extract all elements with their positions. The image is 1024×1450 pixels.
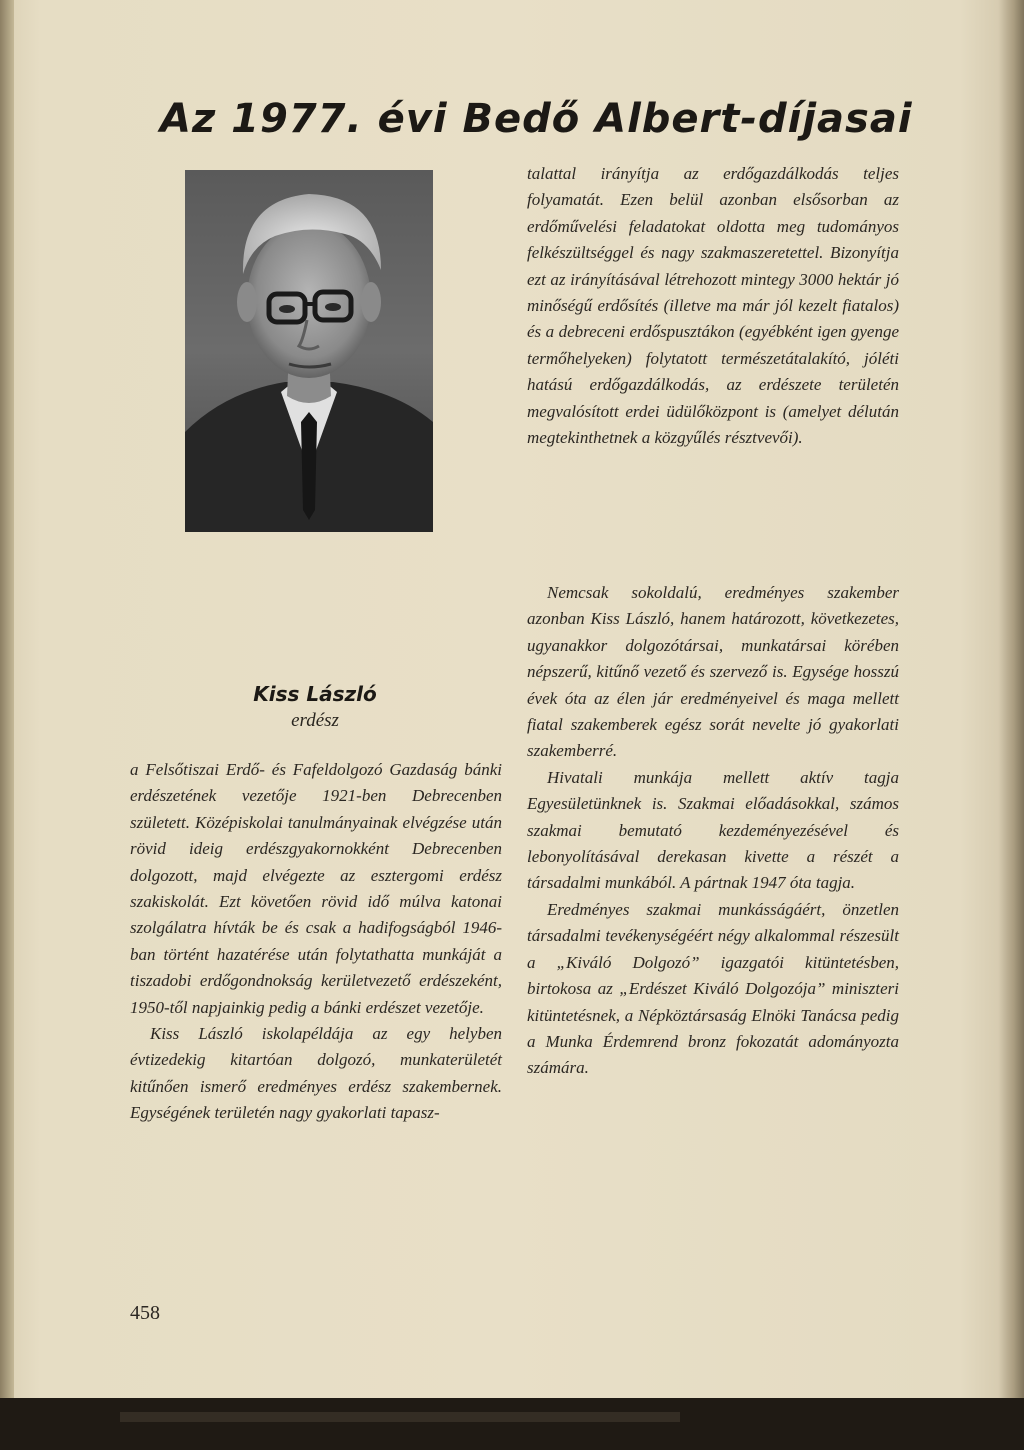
paragraph: Eredményes szakmai munkásságáért, önzetlen társadalmi tevékenységéért négy alkalommal részesült a „Kiváló Dolgozó” igazgatói kitüntetésben, birtokosa az „Erdészet Kiváló Dolgozója” miniszteri kitüntetésnek, a Népköztársaság Elnöki Tanácsa pedig a Munka Érdemrend bronz fokozatát adományozta számára. bbox=[527, 899, 899, 1078]
caption-name: Kiss László bbox=[253, 682, 377, 706]
paragraph: talattal irányítja az erdőgazdálkodás teljes folyamatát. Ezen belül azonban elsősorban az erdőművelési feladatokat oldotta meg tudományos felkészültséggel és nagy szakmaszeretettel. Bizonyítja ezt az irányításával létrehozott mintegy 3000 hektár jó minőségű erdősítés (illetve ma már jól kezelt fiatalos) és a debreceni erdőspusztákon (egyébként igen gyenge termőhelyeken) folytatott természetátalakító, jóléti hatású erdőgazdálkodás, az erdészete területén megvalósított erdei üdülőközpont is (amelyet délután megtekinthetnek a közgyűlés résztvevői). bbox=[527, 164, 899, 448]
right-column-text bbox=[527, 580, 899, 1082]
page-title: Az 1977. évi Bedő Albert-díjasai bbox=[160, 96, 913, 142]
paragraph: Kiss László iskolapéldája az egy helyben évtizedekig kitartóan dolgozó, munkaterületét kitűnően ismerő eredményes erdész szakembernek. Egységének területén nagy gyakorlati tapasz- bbox=[130, 1024, 502, 1123]
caption-role: erdész bbox=[291, 710, 339, 731]
page-binding bbox=[0, 0, 14, 1398]
scan-bottom-edge bbox=[0, 1398, 1024, 1450]
paragraph: Hivatali munkája mellett aktív tagja Egyesületünknek is. Szakmai előadásokkal, számos szakmai bemutató kezdeményezésével és lebonyolításával derekasan kivette a részét a társadalmi munkából. A pártnak 1947 óta tagja. bbox=[527, 767, 899, 893]
portrait-photo bbox=[185, 170, 433, 532]
paragraph: a Felsőtiszai Erdő- és Fafeldolgozó Gazdaság bánki erdészetének vezetője 1921-ben Debrecenben született. Középiskolai tanulmányainak elvégzése után rövid ideig erdészgyakornokként Debrecenben dolgozott, majd elvégezte az esztergomi erdész szakiskolát. Ezt követően rövid idő múlva katonai szolgálatra hívták be és csak a hadifogságból 1946-ban történt hazatérése után folytathatta munkáját a tiszadobi erdőgondnokság kerületvezető erdészeként, 1950-től napjainkig pedig a bánki erdészet vezetője. bbox=[130, 760, 502, 1017]
page-number: 458 bbox=[130, 1302, 160, 1324]
paragraph: Nemcsak sokoldalú, eredményes szakember azonban Kiss László, hanem határozott, következetes, ugyanakkor dolgozótársai, munkatársai körében népszerű, kitűnő vezető és szervező is. Egysége hosszú évek óta az élen jár eredményeivel és maga mellett fiatal szakemberek egész sorát nevelte jó gyakorlati szakemberré. bbox=[527, 583, 899, 761]
page-edge-shadow bbox=[998, 0, 1024, 1398]
left-column-text bbox=[130, 757, 502, 1127]
scan-artifact-band bbox=[120, 1412, 680, 1422]
right-column-continuation bbox=[527, 161, 899, 451]
